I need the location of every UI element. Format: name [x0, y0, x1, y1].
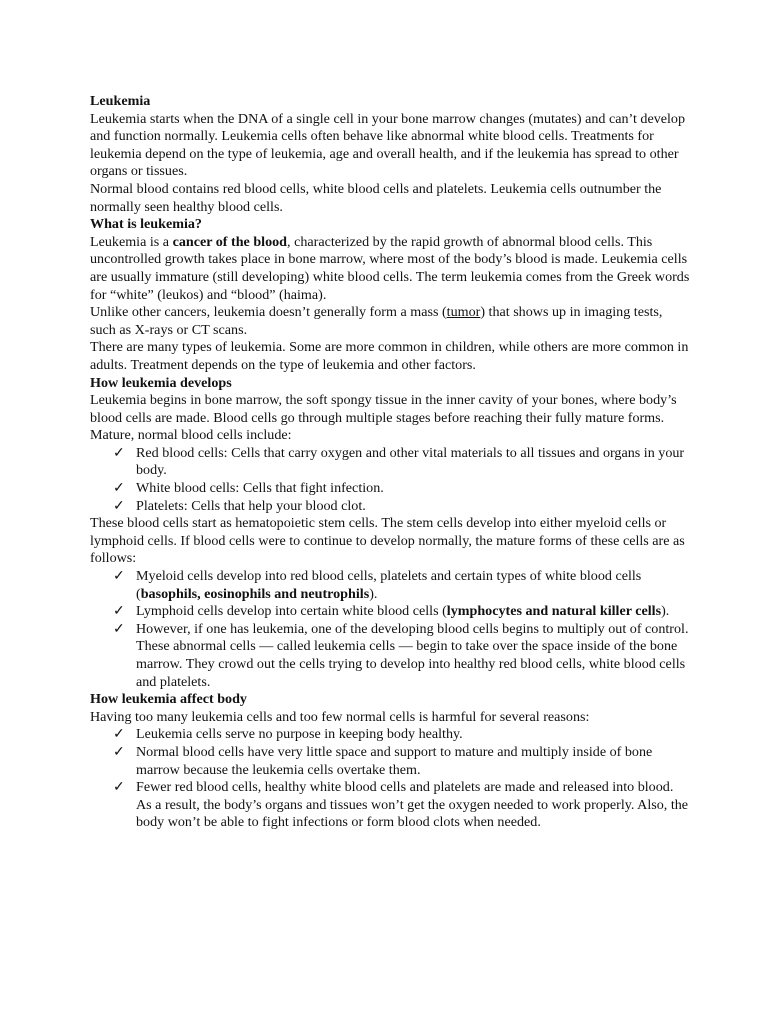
list-item: [90, 779, 690, 832]
text-run: Lymphoid cells develop into certain white blood cells (: [136, 603, 447, 620]
checkmark-icon: ✓: [113, 726, 125, 743]
text-run: Myeloid cells develop into red blood cells, platelets and certain types of white blood cells (: [136, 568, 642, 602]
intro-paragraph-1: Leukemia starts when the DNA of a single cell in your bone marrow changes (mutates) and can’t develop and function normally. Leukemia cells often behave like abnormal white blood cells. Treatments for leukemia depend on the type of leukemia, age and overall health, and if the leukemia has spread to other organs or tissues.: [90, 110, 686, 180]
list-item-text: Platelets: Cells that help your blood clot.: [136, 497, 366, 514]
what-paragraph-1: [90, 234, 690, 304]
list-item: [90, 726, 690, 744]
list-item: [90, 744, 690, 779]
list-item-text: Red blood cells: Cells that carry oxygen and other vital materials to all tissues and organs in your body.: [136, 444, 685, 479]
checkmark-icon: ✓: [113, 743, 125, 760]
tumor-link[interactable]: tumor: [446, 304, 481, 321]
affect-paragraph-1: Having too many leukemia cells and too few normal cells is harmful for several reasons:: [90, 708, 590, 725]
list-item: [90, 498, 690, 516]
text-run: ).: [661, 603, 670, 620]
document-title: Leukemia: [90, 93, 151, 109]
harm-reasons-list: [90, 726, 690, 832]
text-run: , characterized by the rapid growth of abnormal blood cells. This uncontrolled growth takes place in bone marrow, where most of the body’s blood is made. Leukemia cells are usually immature (still developing) white blood cells. The term leukemia comes from the Greek words for “white” (leukos) and “blood” (haima).: [90, 233, 690, 303]
checkmark-icon: ✓: [113, 497, 125, 514]
mature-cells-list: [90, 445, 690, 515]
bold-run: lymphocytes and natural killer cells: [446, 603, 662, 620]
checkmark-icon: ✓: [113, 603, 125, 620]
checkmark-icon: ✓: [113, 620, 125, 637]
what-paragraph-2: [90, 304, 690, 339]
section-heading-develops: How leukemia develops: [90, 374, 232, 391]
checkmark-icon: ✓: [113, 444, 125, 461]
checkmark-icon: ✓: [113, 480, 125, 497]
text-run: Unlike other cancers, leukemia doesn’t generally form a mass (: [90, 304, 447, 321]
list-item: [90, 603, 690, 621]
stem-cell-list: [90, 568, 690, 691]
intro-paragraph-2: Normal blood contains red blood cells, white blood cells and platelets. Leukemia cells outnumber the normally seen healthy blood cells.: [90, 180, 662, 215]
develops-paragraph-1: Leukemia begins in bone marrow, the soft spongy tissue in the inner cavity of your bones, where body’s blood cells are made. Blood cells go through multiple stages before reaching their fully mature forms. Mature, normal blood cells include:: [90, 392, 677, 444]
section-heading-what: What is leukemia?: [90, 216, 202, 233]
list-item: [90, 480, 690, 498]
checkmark-icon: ✓: [113, 568, 125, 585]
bold-run: basophils, eosinophils and neutrophils: [140, 585, 370, 602]
list-item-text: Fewer red blood cells, healthy white blood cells and platelets are made and released into blood. As a result, the body’s organs and tissues won’t get the oxygen needed to work properly. Also, the body won’t be able to fight infections or form blood clots when needed.: [136, 779, 689, 831]
checkmark-icon: ✓: [113, 779, 125, 796]
text-run: ).: [369, 585, 378, 602]
what-paragraph-3: There are many types of leukemia. Some are more common in children, while others are more common in adults. Treatment depends on the type of leukemia and other factors.: [90, 339, 689, 373]
bold-run: cancer of the blood: [172, 233, 288, 250]
section-heading-affect: How leukemia affect body: [90, 691, 247, 708]
document-page: [90, 93, 690, 832]
text-run: ) that shows up in imaging tests, such as X-rays or CT scans.: [90, 304, 663, 338]
list-item: [90, 568, 690, 603]
list-item-text: However, if one has leukemia, one of the developing blood cells begins to multiply out of control. These abnormal cells — called leukemia cells — begin to take over the space inside of the bone marrow. They crowd out the cells trying to develop into healthy red blood cells, white blood cells and platelets.: [136, 620, 689, 690]
list-item-text: Normal blood cells have very little space and support to mature and multiply inside of bone marrow because the leukemia cells overtake them.: [136, 743, 653, 778]
list-item: [90, 445, 690, 480]
develops-paragraph-2: These blood cells start as hematopoietic stem cells. The stem cells develop into either myeloid cells or lymphoid cells. If blood cells were to continue to develop normally, the mature forms of these cells are as follows:: [90, 515, 685, 567]
list-item: [90, 621, 690, 691]
list-item-text: Leukemia cells serve no purpose in keeping body healthy.: [136, 726, 463, 743]
list-item-text: White blood cells: Cells that fight infection.: [136, 480, 384, 497]
text-run: Leukemia is a: [90, 233, 173, 250]
